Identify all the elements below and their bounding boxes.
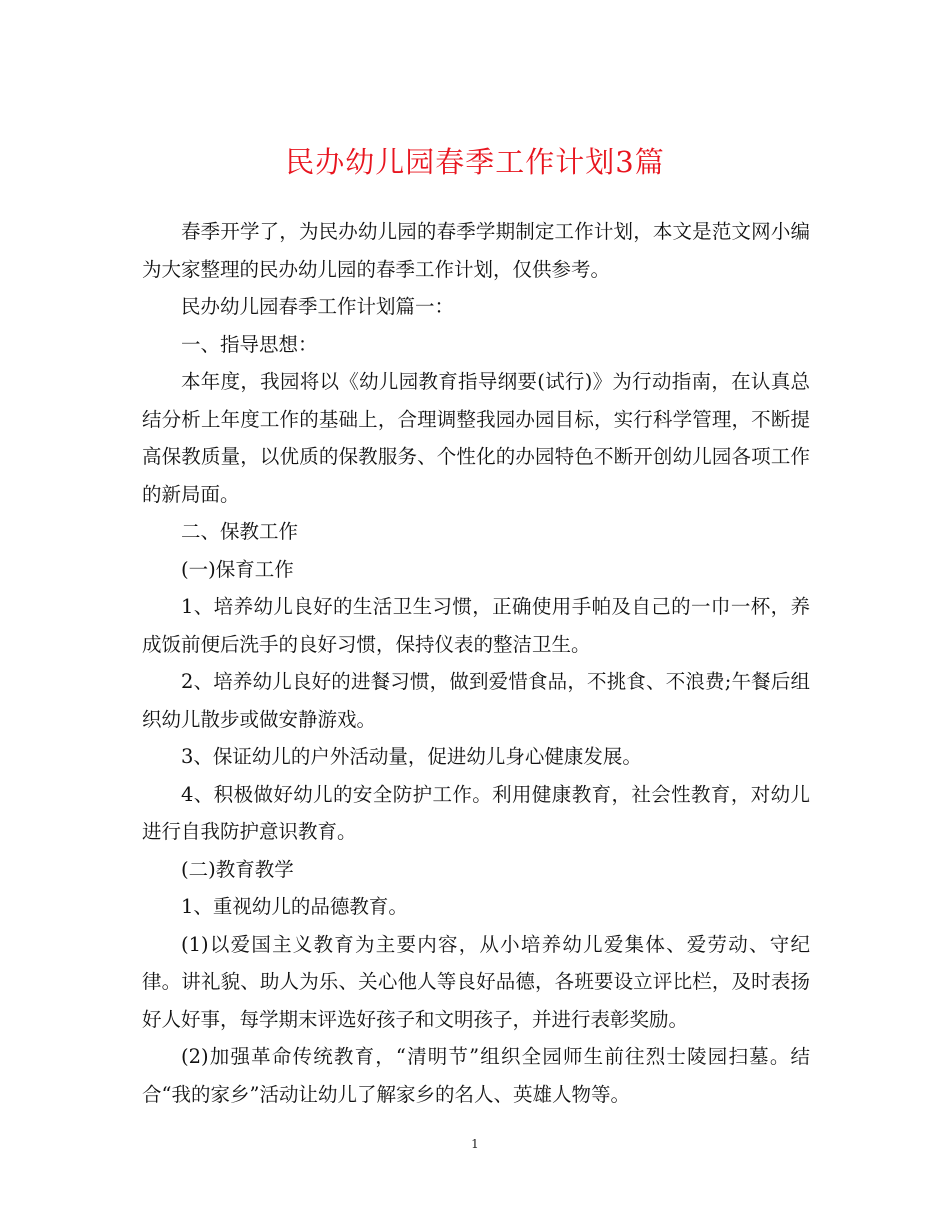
paragraph-teaching-item-1-2: (2)加强革命传统教育，“清明节”组织全园师生前往烈士陵园扫墓。结合“我的家乡”活动让幼儿了解家乡的名人、英雄人物等。 xyxy=(142,1045,810,1106)
paragraph-section-care-education: 二、保教工作 xyxy=(181,520,299,543)
paragraph-intro: 春季开学了，为民办幼儿园的春季学期制定工作计划，本文是范文网小编为大家整理的民办幼儿园的春季工作计划，仅供参考。 xyxy=(142,220,810,281)
document-title: 民办幼儿园春季工作计划3篇 xyxy=(285,145,665,179)
document-body xyxy=(142,213,810,1113)
paragraph-teaching-item-1: 1、重视幼儿的品德教育。 xyxy=(181,895,408,918)
paragraph-care-item-2: 2、培养幼儿良好的进餐习惯，做到爱惜食品，不挑食、不浪费;午餐后组织幼儿散步或做安静游戏。 xyxy=(142,670,810,731)
paragraph-care-item-3: 3、保证幼儿的户外活动量，促进幼儿身心健康发展。 xyxy=(181,745,642,768)
paragraph-plan-one-heading: 民办幼儿园春季工作计划篇一： xyxy=(181,295,455,318)
paragraph-guiding-thought-body: 本年度，我园将以《幼儿园教育指导纲要(试行)》为行动指南，在认真总结分析上年度工作的基础上，合理调整我园办园目标，实行科学管理，不断提高保教质量，以优质的保教服务、个性化的办园特色不断开创幼儿园各项工作的新局面。 xyxy=(142,370,810,506)
page-number: 1 xyxy=(471,1137,479,1151)
paragraph-care-item-4: 4、积极做好幼儿的安全防护工作。利用健康教育，社会性教育，对幼儿进行自我防护意识教育。 xyxy=(142,782,810,843)
paragraph-teaching-item-1-1: (1)以爱国主义教育为主要内容，从小培养幼儿爱集体、爱劳动、守纪律。讲礼貌、助人为乐、关心他人等良好品德，各班要设立评比栏，及时表扬好人好事，每学期末评选好孩子和文明孩子，并进行表彰奖励。 xyxy=(142,932,810,1031)
paragraph-subsection-care: (一)保育工作 xyxy=(181,557,294,581)
paragraph-care-item-1: 1、培养幼儿良好的生活卫生习惯，正确使用手帕及自己的一巾一杯，养成饭前便后洗手的良好习惯，保持仪表的整洁卫生。 xyxy=(142,595,810,656)
paragraph-subsection-teaching: (二)教育教学 xyxy=(181,857,294,881)
paragraph-section-guiding-thought: 一、指导思想： xyxy=(181,332,318,356)
